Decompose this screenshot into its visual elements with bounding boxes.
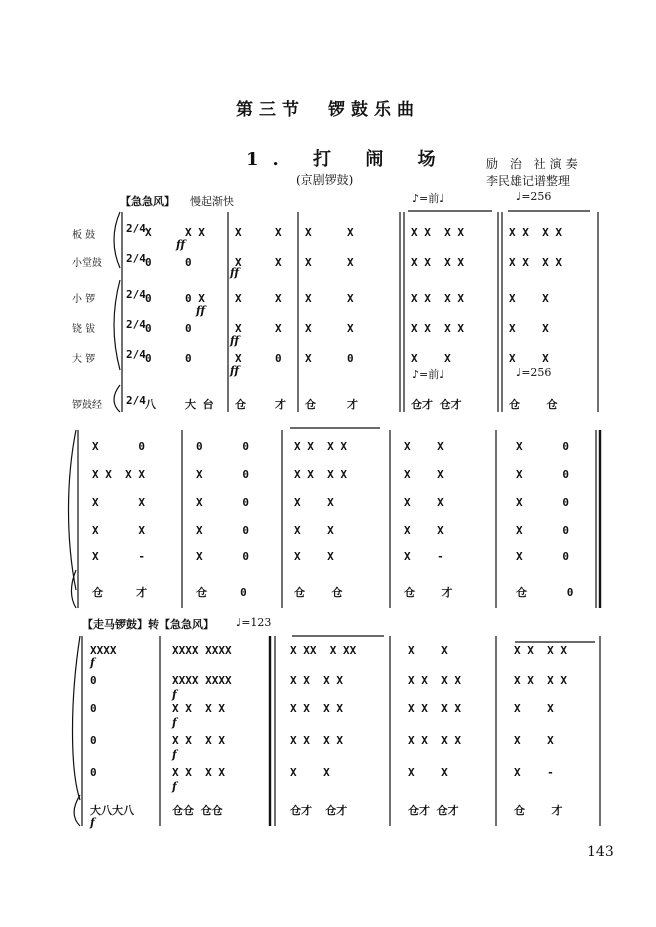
note-cell: 0 [145, 292, 152, 305]
note-cell: X X X X [408, 734, 461, 747]
note-cell: X X X X [411, 226, 464, 239]
note-cell: X X [514, 734, 554, 747]
transcriber-credit: 李民雄记谱整理 [486, 174, 571, 188]
dynamic-mark: ff [230, 266, 240, 279]
mnemonic-cell: 仓才 仓才 [411, 398, 462, 411]
note-cell: 0 [145, 352, 152, 365]
note-cell: 0 [90, 702, 97, 715]
mnemonic-cell: 仓 才 [92, 586, 148, 599]
note-cell: X [305, 352, 312, 365]
note-cell: X 0 [196, 496, 249, 509]
mnemonic-cell: 仓 [305, 398, 316, 411]
note-cell: X [347, 226, 354, 239]
note-cell: X 0 [196, 468, 249, 481]
note-cell: X X X X [92, 468, 145, 481]
tempo-change-mark: ♪=前♩ [412, 192, 445, 205]
dynamic-mark: f [90, 816, 95, 829]
note-cell: X X X X [408, 674, 461, 687]
mnemonic-cell: 仓 仓 [509, 398, 558, 411]
note-cell: 0 X [185, 292, 205, 305]
mnemonic-cell: 大八大八 [90, 804, 134, 817]
note-cell: X [305, 322, 312, 335]
note-cell: X [305, 292, 312, 305]
note-cell: X X [408, 766, 448, 779]
note-cell: 0 [347, 352, 354, 365]
mnemonic-cell: 大 台 [185, 398, 214, 411]
note-cell: X [235, 226, 242, 239]
mnemonic-cell: 八 [145, 398, 156, 411]
dynamic-mark: f [172, 716, 177, 729]
time-signature: 2/4 [126, 222, 146, 235]
note-cell: X X [185, 226, 205, 239]
tempo-bpm-mark: ♩=256 [516, 366, 552, 379]
note-cell: X X X X [290, 734, 343, 747]
tempo-text: 慢起渐快 [190, 195, 234, 208]
mnemonic-cell: 仓 才 [514, 804, 563, 817]
mnemonic-cell: 仓仓 仓仓 [172, 804, 223, 817]
dynamic-mark: ff [196, 304, 206, 317]
note-cell: X [235, 292, 242, 305]
note-cell: X X [411, 352, 451, 365]
mnemonic-cell: 仓 才 [404, 586, 453, 599]
page-number: 143 [587, 844, 614, 860]
note-cell: X 0 [196, 524, 249, 537]
note-cell: X [305, 256, 312, 269]
mnemonic-cell: 仓 0 [516, 586, 574, 599]
mnemonic-cell: 仓 仓 [294, 586, 343, 599]
note-cell: X [235, 322, 242, 335]
time-signature: 2/4 [126, 394, 146, 407]
note-cell: X [235, 352, 242, 365]
note-cell: XXXX [90, 644, 117, 657]
tempo-bpm-mark: ♩=123 [236, 616, 272, 629]
dynamic-mark: ff [230, 334, 240, 347]
note-cell: X [235, 256, 242, 269]
note-cell: 0 [90, 734, 97, 747]
note-cell: X X X X [411, 292, 464, 305]
dynamic-mark: f [172, 688, 177, 701]
note-cell: X 0 [92, 440, 145, 453]
mnemonic-cell: 仓 [235, 398, 246, 411]
note-cell: X X X X [514, 674, 567, 687]
note-cell: X [275, 322, 282, 335]
mnemonic-cell: 才 [347, 398, 358, 411]
note-cell: X [275, 292, 282, 305]
note-cell: X X X X [514, 644, 567, 657]
performer-credit: 励 治 社演奏 [486, 157, 582, 171]
dynamic-mark: f [172, 780, 177, 793]
note-cell: X [347, 292, 354, 305]
instrument-label: 小 锣 [72, 294, 96, 305]
dynamic-mark: f [90, 656, 95, 669]
note-cell: 0 [185, 256, 192, 269]
note-cell: X X X X [172, 734, 225, 747]
note-cell: X X X X [294, 468, 347, 481]
note-cell: X [305, 226, 312, 239]
note-cell: X 0 [516, 440, 569, 453]
tempo-bpm-mark: ♩=256 [516, 190, 552, 203]
note-cell: X [145, 226, 152, 239]
note-cell: X X [294, 524, 334, 537]
mnemonic-cell: 才 [275, 398, 286, 411]
note-cell: 0 [185, 352, 192, 365]
note-cell: X XX X XX [290, 644, 357, 657]
note-cell: 0 [145, 322, 152, 335]
time-signature: 2/4 [126, 318, 146, 331]
note-cell: X 0 [516, 550, 569, 563]
note-cell: 0 [185, 322, 192, 335]
note-cell: X X [92, 524, 145, 537]
note-cell: X X X X [509, 256, 562, 269]
dynamic-mark: ff [230, 364, 240, 377]
mnemonic-cell: 仓 0 [196, 586, 247, 599]
note-cell: XXXX XXXX [172, 674, 232, 687]
note-cell: X X X X [172, 702, 225, 715]
note-cell: X [347, 322, 354, 335]
note-cell: X X [404, 524, 444, 537]
note-cell: X X X X [408, 702, 461, 715]
instrument-label: 铙 钹 [72, 324, 96, 335]
note-cell: X X X X [172, 766, 225, 779]
rhythm-pattern-mark: 【走马锣鼓】转【急急风】 [82, 618, 214, 631]
note-cell: X X [294, 496, 334, 509]
piece-title: 1. 打 闹 场 [246, 149, 450, 170]
note-cell: X X X X [411, 322, 464, 335]
note-cell: X 0 [196, 550, 249, 563]
note-cell: X - [92, 550, 145, 563]
note-cell: X X X X [290, 702, 343, 715]
rhythm-pattern-mark: 【急急风】 [120, 195, 175, 208]
instrument-label: 锣鼓经 [72, 400, 102, 411]
note-cell: X X [404, 468, 444, 481]
note-cell: X X [408, 644, 448, 657]
note-cell: 0 [275, 352, 282, 365]
note-cell: X [275, 226, 282, 239]
piece-subtitle: (京剧锣鼓) [296, 173, 354, 187]
note-cell: 0 0 [196, 440, 249, 453]
note-cell: 0 [145, 256, 152, 269]
note-cell: X X X X [411, 256, 464, 269]
note-cell: X X X X [509, 226, 562, 239]
note-cell: X X [92, 496, 145, 509]
instrument-label: 小堂鼓 [72, 258, 102, 269]
tempo-change-mark: ♪=前♩ [412, 368, 445, 381]
mnemonic-cell: 仓才 仓才 [408, 804, 459, 817]
note-cell: X X [509, 292, 549, 305]
dynamic-mark: f [172, 748, 177, 761]
instrument-label: 大 锣 [72, 354, 96, 365]
section-title: 第三节 锣鼓乐曲 [236, 100, 420, 120]
note-cell: X X [404, 496, 444, 509]
note-cell: X 0 [516, 496, 569, 509]
dynamic-mark: ff [176, 238, 186, 251]
time-signature: 2/4 [126, 252, 146, 265]
note-cell: X - [514, 766, 554, 779]
mnemonic-cell: 仓才 仓才 [290, 804, 348, 817]
note-cell: X X X X [290, 674, 343, 687]
note-cell: X X [404, 440, 444, 453]
note-cell: X [275, 256, 282, 269]
note-cell: X - [404, 550, 444, 563]
note-cell: X X [290, 766, 330, 779]
note-cell: X 0 [516, 524, 569, 537]
instrument-label: 板 鼓 [72, 230, 96, 241]
time-signature: 2/4 [126, 288, 146, 301]
note-cell: XXXX XXXX [172, 644, 232, 657]
note-cell: X X [514, 702, 554, 715]
note-cell: 0 [90, 674, 97, 687]
note-cell: 0 [90, 766, 97, 779]
time-signature: 2/4 [126, 348, 146, 361]
note-cell: X X [294, 550, 334, 563]
note-cell: X X [509, 352, 549, 365]
note-cell: X X X X [294, 440, 347, 453]
note-cell: X X [509, 322, 549, 335]
note-cell: X [347, 256, 354, 269]
note-cell: X 0 [516, 468, 569, 481]
